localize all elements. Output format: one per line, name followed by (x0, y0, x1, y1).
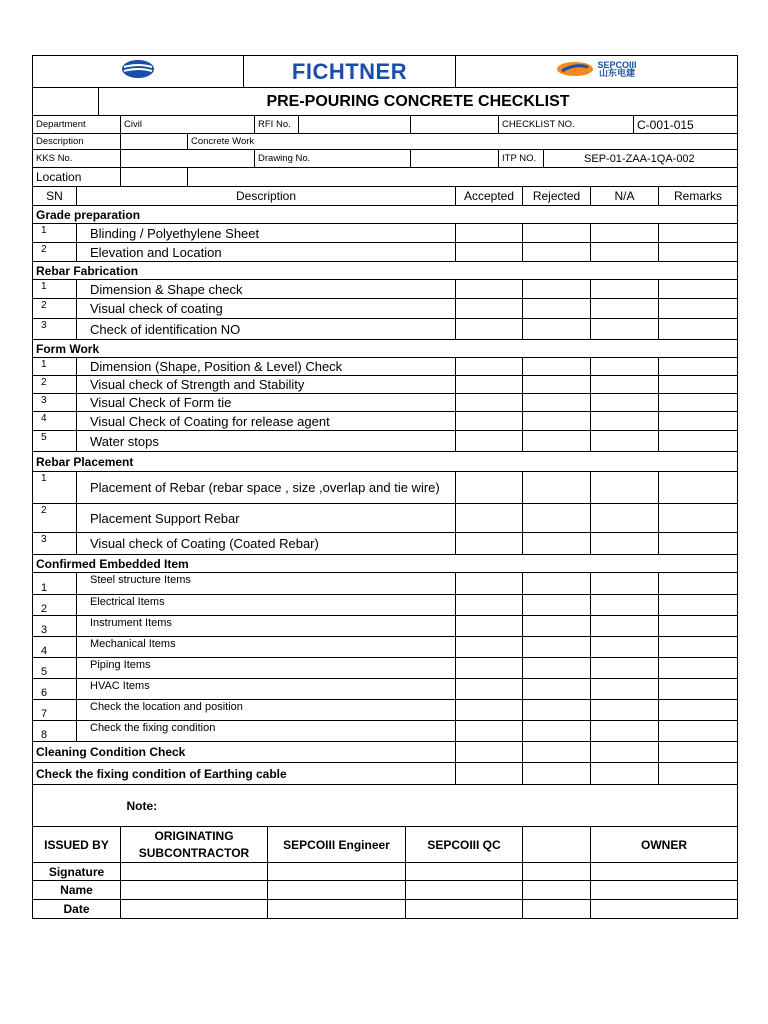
accepted-cell[interactable] (456, 319, 523, 340)
checklist-no-value: C-001-015 (634, 116, 738, 134)
accepted-cell[interactable] (456, 595, 523, 616)
accepted-cell[interactable] (456, 658, 523, 679)
na-cell[interactable] (591, 358, 659, 376)
remarks-cell[interactable] (659, 280, 738, 299)
issued-by-header: ISSUED BY (33, 827, 121, 863)
page-title: PRE-POURING CONCRETE CHECKLIST (99, 88, 738, 116)
remarks-cell[interactable] (659, 243, 738, 262)
date-cell[interactable] (121, 900, 268, 919)
remarks-cell[interactable] (659, 742, 738, 763)
name-cell[interactable] (406, 881, 523, 900)
blank-header (523, 827, 591, 863)
remarks-cell[interactable] (659, 299, 738, 319)
table-row: 3 Instrument Items (33, 616, 738, 637)
remarks-cell[interactable] (659, 658, 738, 679)
remarks-cell[interactable] (659, 224, 738, 243)
rejected-cell[interactable] (523, 679, 591, 700)
na-cell[interactable] (591, 700, 659, 721)
na-cell[interactable] (591, 533, 659, 555)
table-row: 3 Visual Check of Form tie (33, 394, 738, 412)
itp-value: SEP-01-ZAA-1QA-002 (544, 150, 738, 168)
partner-logo-cn: 山东电建 (598, 68, 635, 78)
accepted-cell[interactable] (456, 224, 523, 243)
name-cell[interactable] (591, 881, 738, 900)
rejected-cell[interactable] (523, 319, 591, 340)
table-row: 1 Dimension & Shape check (33, 280, 738, 299)
col-rejected: Rejected (523, 187, 591, 206)
section-rebar-fabrication: Rebar Fabrication (33, 262, 738, 280)
accepted-cell[interactable] (456, 243, 523, 262)
rfi-extra[interactable] (411, 116, 499, 134)
table-row: 1 Placement of Rebar (rebar space , size ,overlap and tie wire) (33, 472, 738, 504)
na-cell[interactable] (591, 504, 659, 533)
remarks-cell[interactable] (659, 573, 738, 595)
note-spacer (33, 785, 121, 827)
header-table (32, 55, 738, 88)
remarks-cell[interactable] (659, 504, 738, 533)
fichtner-logo (244, 56, 456, 88)
description-blank[interactable] (121, 134, 188, 150)
col-description: Description (77, 187, 456, 206)
accepted-cell[interactable] (456, 721, 523, 742)
remarks-cell[interactable] (659, 616, 738, 637)
accepted-cell[interactable] (456, 742, 523, 763)
column-header-row (33, 187, 738, 206)
name-cell[interactable] (523, 881, 591, 900)
name-cell[interactable] (121, 881, 268, 900)
rejected-cell[interactable] (523, 616, 591, 637)
accepted-cell[interactable] (456, 376, 523, 394)
partner-logo-icon (556, 61, 594, 77)
info-table (32, 115, 738, 187)
rejected-cell[interactable] (523, 280, 591, 299)
col-remarks: Remarks (659, 187, 738, 206)
accepted-cell[interactable] (456, 299, 523, 319)
na-cell[interactable] (591, 742, 659, 763)
sepcoiii-engineer-header: SEPCOIII Engineer (268, 827, 406, 863)
rejected-cell[interactable] (523, 224, 591, 243)
kks-label: KKS No. (33, 150, 121, 168)
name-label: Name (33, 881, 121, 900)
drawing-label: Drawing No. (255, 150, 411, 168)
na-cell[interactable] (591, 299, 659, 319)
table-row: 2 Placement Support Rebar (33, 504, 738, 533)
note-label: Note: (126, 798, 158, 813)
rejected-cell[interactable] (523, 573, 591, 595)
na-cell[interactable] (591, 637, 659, 658)
rejected-cell[interactable] (523, 358, 591, 376)
remarks-cell[interactable] (659, 721, 738, 742)
rfi-label: RFI No. (255, 116, 299, 134)
accepted-cell[interactable] (456, 358, 523, 376)
table-row: 1 Steel structure Items (33, 573, 738, 595)
na-cell[interactable] (591, 376, 659, 394)
na-cell[interactable] (591, 721, 659, 742)
remarks-cell[interactable] (659, 472, 738, 504)
na-cell[interactable] (591, 658, 659, 679)
accepted-cell[interactable] (456, 280, 523, 299)
section-grade-preparation: Grade preparation (33, 206, 738, 224)
rejected-cell[interactable] (523, 637, 591, 658)
owner-header: OWNER (591, 827, 738, 863)
remarks-cell[interactable] (659, 376, 738, 394)
table-row (33, 742, 738, 763)
rejected-cell[interactable] (523, 299, 591, 319)
note-field[interactable] (121, 785, 738, 827)
remarks-cell[interactable] (659, 679, 738, 700)
signature-cell[interactable] (268, 863, 406, 881)
table-row: 3 Visual check of Coating (Coated Rebar) (33, 533, 738, 555)
kks-value[interactable] (121, 150, 255, 168)
table-row: 2 Visual check of coating (33, 299, 738, 319)
table-row: 8 Check the fixing condition (33, 721, 738, 742)
description-label: Description (33, 134, 121, 150)
section-embedded-item: Confirmed Embedded Item (33, 555, 738, 573)
accepted-cell[interactable] (456, 637, 523, 658)
remarks-cell[interactable] (659, 394, 738, 412)
section-form-work: Form Work (33, 340, 738, 358)
date-cell[interactable] (406, 900, 523, 919)
remarks-cell[interactable] (659, 358, 738, 376)
date-cell[interactable] (268, 900, 406, 919)
table-row: 4 Visual Check of Coating for release agent (33, 412, 738, 431)
remarks-cell[interactable] (659, 595, 738, 616)
rejected-cell[interactable] (523, 504, 591, 533)
table-row: 4 Mechanical Items (33, 637, 738, 658)
table-row: 1 Dimension (Shape, Position & Level) Check (33, 358, 738, 376)
title-table (32, 87, 738, 116)
accepted-cell[interactable] (456, 431, 523, 452)
checklist-no-label: CHECKLIST NO. (499, 116, 634, 134)
na-cell[interactable] (591, 280, 659, 299)
col-accepted: Accepted (456, 187, 523, 206)
description-value: Concrete Work (188, 134, 738, 150)
rejected-cell[interactable] (523, 721, 591, 742)
signature-cell[interactable] (591, 863, 738, 881)
na-cell[interactable] (591, 243, 659, 262)
rfi-value[interactable] (299, 116, 411, 134)
signature-cell[interactable] (406, 863, 523, 881)
itp-label: ITP NO. (499, 150, 544, 168)
remarks-cell[interactable] (659, 533, 738, 555)
table-row: 3 Check of identification NO (33, 319, 738, 340)
rejected-cell[interactable] (523, 700, 591, 721)
location-extra[interactable] (188, 168, 738, 187)
col-sn: SN (33, 187, 77, 206)
rejected-cell[interactable] (523, 412, 591, 431)
checklist-table (32, 186, 738, 785)
remarks-cell[interactable] (659, 319, 738, 340)
client-logo-cell (33, 56, 244, 88)
accepted-cell[interactable] (456, 394, 523, 412)
table-row: 1 Blinding / Polyethylene Sheet (33, 224, 738, 243)
na-cell[interactable] (591, 394, 659, 412)
na-cell[interactable] (591, 431, 659, 452)
originating-subcontractor-header: ORIGINATING SUBCONTRACTOR (121, 827, 268, 863)
accepted-cell[interactable] (456, 504, 523, 533)
rejected-cell[interactable] (523, 394, 591, 412)
earthing-cable-check: Check the fixing condition of Earthing cable (33, 763, 456, 785)
table-row: 2 Elevation and Location (33, 243, 738, 262)
na-cell[interactable] (591, 412, 659, 431)
table-row: 5 Piping Items (33, 658, 738, 679)
na-cell[interactable] (591, 763, 659, 785)
table-row: 2 Visual check of Strength and Stability (33, 376, 738, 394)
partner-logo-cell (456, 56, 738, 88)
accepted-cell[interactable] (456, 472, 523, 504)
location-value[interactable] (121, 168, 188, 187)
date-cell[interactable] (591, 900, 738, 919)
department-label: Department (33, 116, 121, 134)
accepted-cell[interactable] (456, 763, 523, 785)
accepted-cell[interactable] (456, 616, 523, 637)
remarks-cell[interactable] (659, 431, 738, 452)
na-cell[interactable] (591, 573, 659, 595)
drawing-value[interactable] (411, 150, 499, 168)
table-row (33, 763, 738, 785)
signature-table (32, 784, 738, 919)
table-row: 2 Electrical Items (33, 595, 738, 616)
rejected-cell[interactable] (523, 243, 591, 262)
location-label: Location (33, 168, 121, 187)
rejected-cell[interactable] (523, 376, 591, 394)
rejected-cell[interactable] (523, 595, 591, 616)
rejected-cell[interactable] (523, 763, 591, 785)
na-cell[interactable] (591, 616, 659, 637)
na-cell[interactable] (591, 224, 659, 243)
accepted-cell[interactable] (456, 573, 523, 595)
cleaning-condition-check: Cleaning Condition Check (33, 742, 456, 763)
brand-name: FICHTNER (291, 58, 408, 84)
remarks-cell[interactable] (659, 637, 738, 658)
date-label: Date (33, 900, 121, 919)
date-cell[interactable] (523, 900, 591, 919)
rejected-cell[interactable] (523, 431, 591, 452)
client-logo-icon (121, 59, 155, 79)
checklist-sheet (32, 55, 737, 919)
table-row: 7 Check the location and position (33, 700, 738, 721)
remarks-cell[interactable] (659, 763, 738, 785)
rejected-cell[interactable] (523, 742, 591, 763)
rejected-cell[interactable] (523, 533, 591, 555)
signature-label: Signature (33, 863, 121, 881)
accepted-cell[interactable] (456, 679, 523, 700)
name-cell[interactable] (268, 881, 406, 900)
remarks-cell[interactable] (659, 700, 738, 721)
na-cell[interactable] (591, 319, 659, 340)
na-cell[interactable] (591, 472, 659, 504)
rejected-cell[interactable] (523, 472, 591, 504)
na-cell[interactable] (591, 595, 659, 616)
col-na: N/A (591, 187, 659, 206)
table-row: 6 HVAC Items (33, 679, 738, 700)
title-spacer (33, 88, 99, 116)
section-rebar-placement: Rebar Placement (33, 452, 738, 472)
accepted-cell[interactable] (456, 700, 523, 721)
accepted-cell[interactable] (456, 412, 523, 431)
signature-cell[interactable] (121, 863, 268, 881)
rejected-cell[interactable] (523, 658, 591, 679)
table-row: 5 Water stops (33, 431, 738, 452)
department-value: Civil (121, 116, 255, 134)
sepcoiii-qc-header: SEPCOIII QC (406, 827, 523, 863)
accepted-cell[interactable] (456, 533, 523, 555)
remarks-cell[interactable] (659, 412, 738, 431)
partner-logo-text: SEPCOIII (597, 60, 637, 70)
na-cell[interactable] (591, 679, 659, 700)
signature-cell[interactable] (523, 863, 591, 881)
